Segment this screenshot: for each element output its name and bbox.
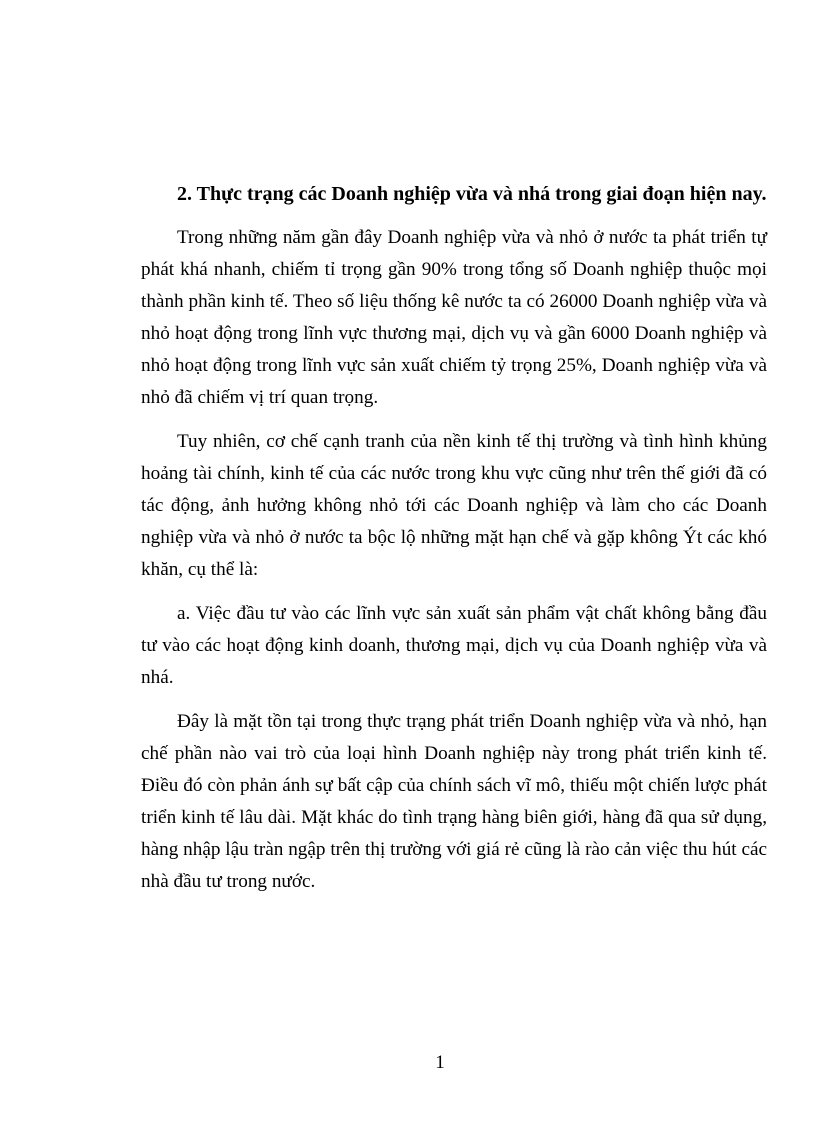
document-body xyxy=(141,178,767,898)
paragraph-4: Đây là mặt tồn tại trong thực trạng phát triển Doanh nghiệp vừa và nhỏ, hạn chế phần nào vai trò của loại hình Doanh nghiệp này trong phát triển kinh tế. Điều đó còn phản ánh sự bất cập của chính sách vĩ mô, thiếu một chiến lược phát triển kinh tế lâu dài. Mặt khác do tình trạng hàng biên giới, hàng đã qua sử dụng, hàng nhập lậu tràn ngập trên thị trường với giá rẻ cũng là rào cản việc thu hút các nhà đầu tư trong nước. xyxy=(141,711,767,892)
page-number: 1 xyxy=(435,1052,445,1073)
section-heading: 2. Thực trạng các Doanh nghiệp vừa và nhá trong giai đoạn hiện nay. xyxy=(177,183,767,205)
paragraph-2: Tuy nhiên, cơ chế cạnh tranh của nền kinh tế thị trường và tình hình khủng hoảng tài chính, kinh tế của các nước trong khu vực cũng như trên thế giới đã có tác động, ảnh hưởng không nhỏ tới các Doanh nghiệp và làm cho các Doanh nghiệp vừa và nhỏ ở nước ta bộc lộ những mặt hạn chế và gặp không Ýt các khó khăn, cụ thể là: xyxy=(141,431,767,580)
paragraph-1: Trong những năm gần đây Doanh nghiệp vừa và nhỏ ở nước ta phát triển tự phát khá nhanh, chiếm tỉ trọng gần 90% trong tổng số Doanh nghiệp thuộc mọi thành phần kinh tế. Theo số liệu thống kê nước ta có 26000 Doanh nghiệp vừa và nhỏ hoạt động trong lĩnh vực thương mại, dịch vụ và gần 6000 Doanh nghiệp và nhỏ hoạt động trong lĩnh vực sản xuất chiếm tỷ trọng 25%, Doanh nghiệp vừa và nhỏ đã chiếm vị trí quan trọng. xyxy=(141,227,767,408)
paragraph-3: a. Việc đầu tư vào các lĩnh vực sản xuất sản phẩm vật chất không bằng đầu tư vào các hoạt động kinh doanh, thương mại, dịch vụ của Doanh nghiệp vừa và nhá. xyxy=(141,603,767,688)
